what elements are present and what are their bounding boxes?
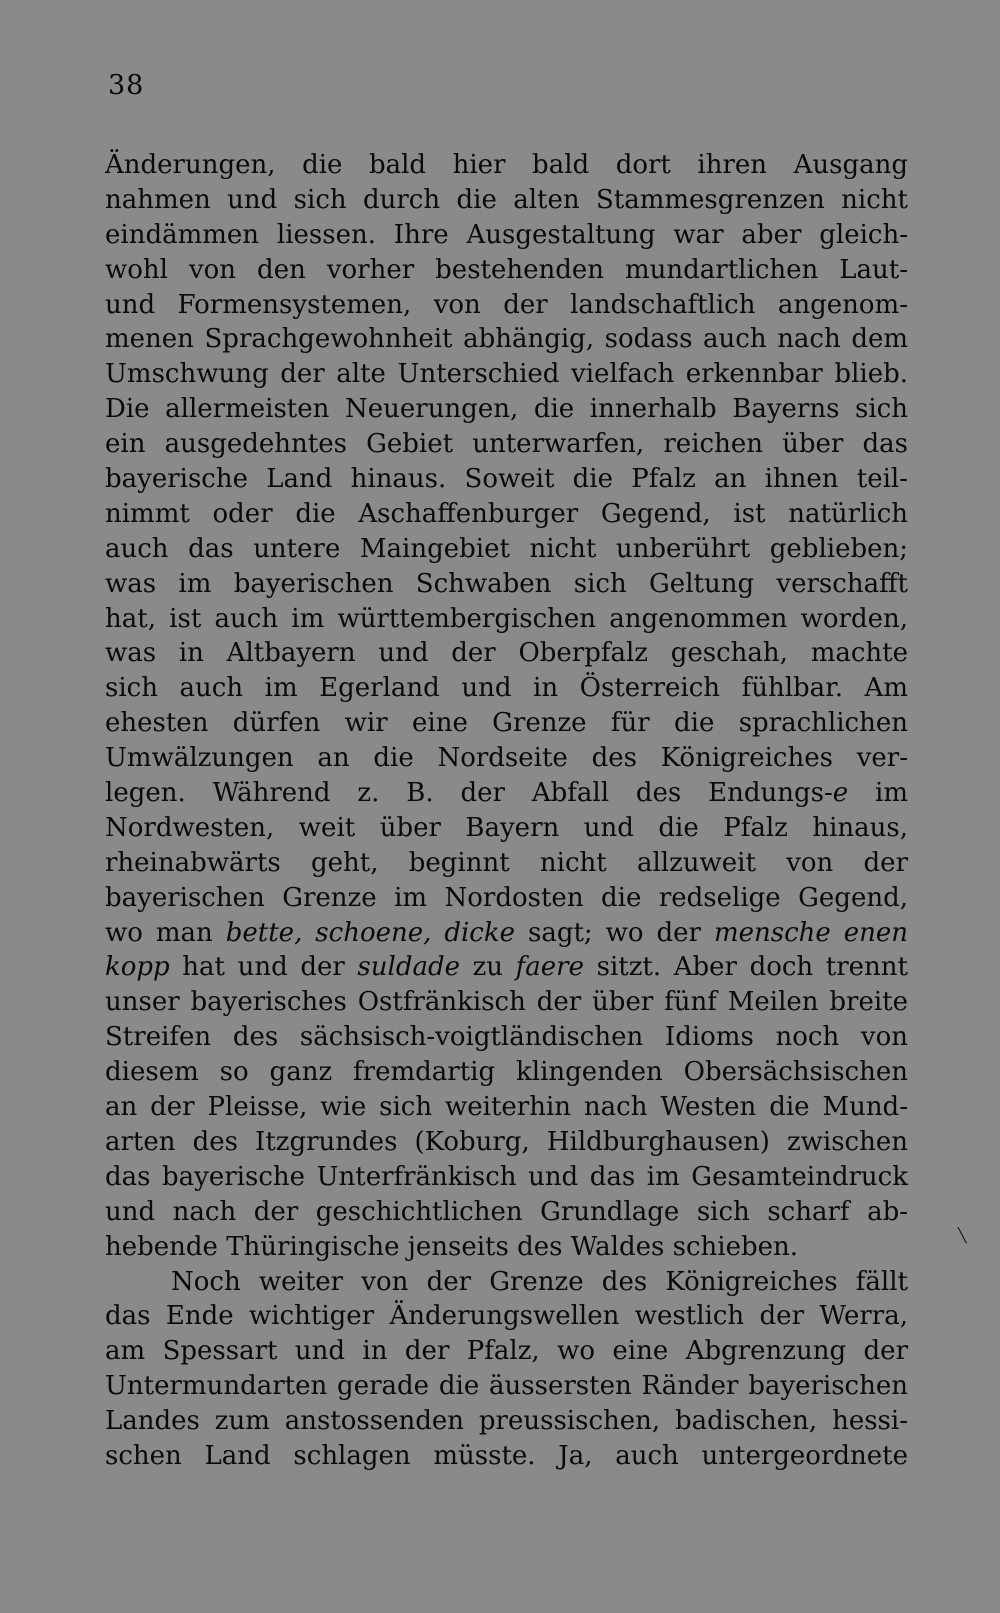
text-line — [105, 916, 908, 951]
italic-term: mensche enen — [713, 917, 909, 948]
italic-term: bette, schoene, dicke — [225, 917, 516, 948]
text-line: am Spessart und in der Pfalz, wo eine Abgrenzung der — [105, 1336, 908, 1367]
text-line: nahmen und sich durch die alten Stammesgrenzen nicht — [105, 184, 908, 215]
text-line: ehesten dürfen wir eine Grenze für die sprachlichen — [105, 708, 908, 739]
text-line: das bayerische Unterfränkisch und das im Gesamteindruck — [105, 1161, 908, 1192]
text-line: hat, ist auch im württembergischen angenommen worden, — [105, 603, 908, 634]
text-line: arten des Itzgrundes (Koburg, Hildburghausen) zwischen — [105, 1126, 908, 1157]
text-line: an der Pleisse, wie sich weiterhin nach Westen die Mund- — [105, 1092, 908, 1123]
text-line: Umschwung der alte Unterschied vielfach erkennbar blieb. — [105, 359, 908, 390]
text-line: Umwälzungen an die Nordseite des Königreiches ver- — [105, 743, 908, 774]
text-line: auch das untere Maingebiet nicht unberührt geblieben; — [105, 533, 908, 564]
text-line: Untermundarten gerade die äussersten Ränder bayerischen — [105, 1371, 908, 1402]
text-line: eindämmen liessen. Ihre Ausgestaltung war aber gleich- — [105, 219, 908, 250]
text-line: sich auch im Egerland und in Österreich fühlbar. Am — [105, 673, 908, 704]
text-line: ein ausgedehntes Gebiet unterwarfen, reichen über das — [105, 429, 908, 460]
text-segment: im — [848, 778, 909, 809]
text-line: Noch weiter von der Grenze des Königreiches fällt — [171, 1266, 908, 1297]
text-line: Die allermeisten Neuerungen, die innerhalb Bayerns sich — [105, 394, 908, 425]
text-line: Änderungen, die bald hier bald dort ihren Ausgang — [105, 150, 908, 180]
text-line — [105, 950, 908, 985]
text-line: wohl von den vorher bestehenden mundartlichen Laut- — [105, 254, 908, 285]
text-line: das Ende wichtiger Änderungswellen westlich der Werra, — [105, 1301, 908, 1332]
text-line: was in Altbayern und der Oberpfalz geschah, machte — [105, 638, 908, 669]
text-line: nimmt oder die Aschaffenburger Gegend, ist natürlich — [105, 498, 908, 529]
text-segment: sagt; wo der — [515, 917, 714, 948]
text-segment: legen. Während z. B. der Abfall des Endungs- — [105, 778, 833, 809]
text-line: bayerische Land hinaus. Soweit die Pfalz an ihnen teil- — [105, 464, 908, 495]
text-line: diesem so ganz fremdartig klingenden Obersächsischen — [105, 1057, 908, 1088]
text-line: und nach der geschichtlichen Grundlage sich scharf ab- — [105, 1196, 908, 1227]
text-line: menen Sprachgewohnheit abhängig, sodass auch nach dem — [105, 324, 908, 355]
text-segment: zu — [460, 952, 516, 983]
scan-speck: ╲ — [958, 1228, 967, 1244]
text-line: Landes zum anstossenden preussischen, badischen, hessi- — [105, 1406, 908, 1437]
text-segment: hat und der — [169, 952, 358, 983]
page-number: 38 — [108, 70, 145, 101]
italic-term: faere — [515, 952, 584, 983]
italic-term: e — [832, 778, 849, 809]
text-line: Nordwesten, weit über Bayern und die Pfalz hinaus, — [105, 812, 908, 843]
text-line: Streifen des sächsisch-voigtländischen Idioms noch von — [105, 1022, 908, 1053]
italic-term: kopp — [105, 952, 170, 983]
body-text — [105, 148, 908, 1474]
text-line: hebende Thüringische jenseits des Waldes schieben. — [105, 1231, 799, 1262]
text-line: rheinabwärts geht, beginnt nicht allzuweit von der — [105, 847, 908, 878]
italic-term: suldade — [357, 952, 460, 983]
text-line: bayerischen Grenze im Nordosten die redselige Gegend, — [105, 882, 908, 913]
text-segment: sitzt. Aber doch trennt — [584, 952, 908, 983]
text-line: und Formensystemen, von der landschaftlich angenom- — [105, 289, 908, 320]
text-line: schen Land schlagen müsste. Ja, auch untergeordnete — [105, 1440, 908, 1471]
text-segment: wo man — [105, 917, 226, 948]
text-line: unser bayerisches Ostfränkisch der über fünf Meilen breite — [105, 987, 908, 1018]
text-line — [105, 776, 908, 811]
text-line: was im bayerischen Schwaben sich Geltung verschafft — [105, 568, 908, 599]
